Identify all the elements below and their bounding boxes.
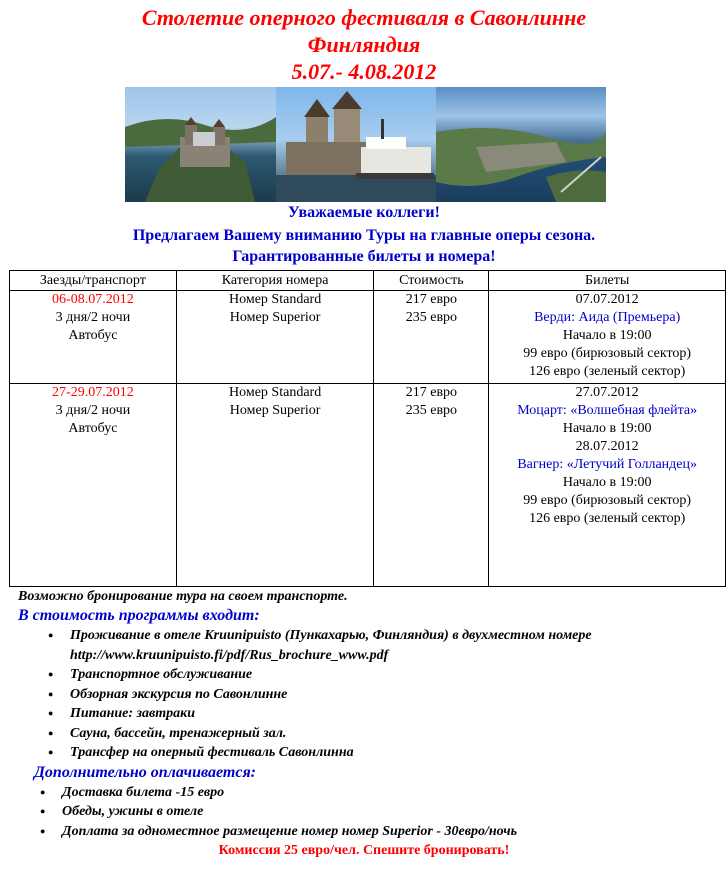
list-item: ● Транспортное обслуживание — [70, 665, 728, 685]
room-standard: Номер Standard — [229, 292, 322, 307]
photo-strip — [125, 87, 606, 202]
tour-details — [0, 588, 728, 860]
ticket-line: Начало в 19:00 — [562, 421, 652, 436]
price-superior: 235 евро — [405, 310, 458, 325]
ticket-line: Начало в 19:00 — [562, 328, 652, 343]
tour-duration: 3 дня/2 ночи — [55, 310, 131, 325]
own-transport-note: Возможно бронирование тура на своем транспорте. — [18, 589, 348, 604]
column-header-tickets: Билеты — [489, 271, 726, 291]
tour-transport: Автобус — [68, 328, 118, 343]
page-subtitle-country: Финляндия — [307, 32, 421, 57]
tour-duration: 3 дня/2 ночи — [55, 403, 131, 418]
ticket-line: 07.07.2012 — [575, 292, 639, 307]
extra-heading: Дополнительно оплачивается: — [34, 763, 257, 781]
room-superior: Номер Superior — [229, 310, 321, 325]
table-row — [10, 384, 726, 587]
list-item: ● Доплата за одноместное размещение номер номер Superior - 30евро/ночь — [62, 822, 728, 842]
list-item: ● Обеды, ужины в отеле — [62, 802, 728, 822]
ticket-line: 28.07.2012 — [575, 439, 639, 454]
opera-title: Моцарт: «Волшебная флейта» — [517, 403, 698, 418]
tour-dates-cell — [10, 384, 177, 587]
castle-boat-photo — [276, 87, 436, 202]
list-item: ● Трансфер на оперный фестиваль Савонлинна — [70, 743, 728, 763]
castle-aerial-photo — [125, 87, 276, 202]
page-subtitle-dates: 5.07.- 4.08.2012 — [291, 59, 437, 84]
room-category-cell — [176, 384, 374, 587]
page-title: Столетие оперного фестиваля в Савонлинне — [141, 5, 587, 30]
room-standard: Номер Standard — [229, 385, 322, 400]
price-cell — [374, 384, 489, 587]
opera-title: Верди: Аида (Премьера) — [534, 310, 681, 325]
greeting-line-3: Гарантированные билеты и номера! — [232, 248, 496, 265]
included-list — [0, 626, 728, 763]
ticket-line: 126 евро (зеленый сектор) — [529, 511, 686, 526]
commission-footer: Комиссия 25 евро/чел. Спешите бронировать! — [218, 843, 510, 858]
ticket-line: 99 евро (бирюзовый сектор) — [523, 346, 692, 361]
list-item: ● Питание: завтраки — [70, 704, 728, 724]
opera-title: Вагнер: «Летучий Голландец» — [517, 457, 697, 472]
list-item: ● Сауна, бассейн, тренажерный зал. — [70, 724, 728, 744]
table-row — [10, 291, 726, 384]
tour-transport: Автобус — [68, 421, 118, 436]
greeting-line-1: Уважаемые коллеги! — [288, 204, 440, 221]
greeting-line-2: Предлагаем Вашему вниманию Туры на главные оперы сезона. — [132, 227, 596, 244]
tour-dates: 06-08.07.2012 — [52, 292, 134, 307]
room-category-cell — [176, 291, 374, 384]
ticket-line: 126 евро (зеленый сектор) — [529, 364, 686, 379]
tour-dates-cell — [10, 291, 177, 384]
price-standard: 217 евро — [405, 292, 458, 307]
ticket-line: Начало в 19:00 — [562, 475, 652, 490]
list-item: ● Проживание в отеле Kruunipuisto (Пункахарью, Финляндия) в двухместном номере http://www.kruunipuisto.fi/pdf/Rus_brochure_www.pdf — [70, 626, 728, 665]
tours-table — [9, 270, 726, 587]
tickets-cell — [489, 291, 726, 384]
column-header-dates: Заезды/транспорт — [10, 271, 177, 291]
list-item: ● Обзорная экскурсия по Савонлинне — [70, 685, 728, 705]
price-cell — [374, 291, 489, 384]
list-item: ● Доставка билета -15 евро — [62, 783, 728, 803]
ticket-line: 27.07.2012 — [575, 385, 639, 400]
included-heading: В стоимость программы входит: — [18, 607, 260, 624]
savonlinna-city-photo — [436, 87, 606, 202]
ticket-line: 99 евро (бирюзовый сектор) — [523, 493, 692, 508]
price-superior: 235 евро — [405, 403, 458, 418]
tour-dates: 27-29.07.2012 — [52, 385, 134, 400]
room-superior: Номер Superior — [229, 403, 321, 418]
extra-list — [0, 783, 728, 842]
table-header-row — [10, 271, 726, 291]
column-header-price: Стоимость — [374, 271, 489, 291]
column-header-room: Категория номера — [176, 271, 374, 291]
tickets-cell — [489, 384, 726, 587]
price-standard: 217 евро — [405, 385, 458, 400]
